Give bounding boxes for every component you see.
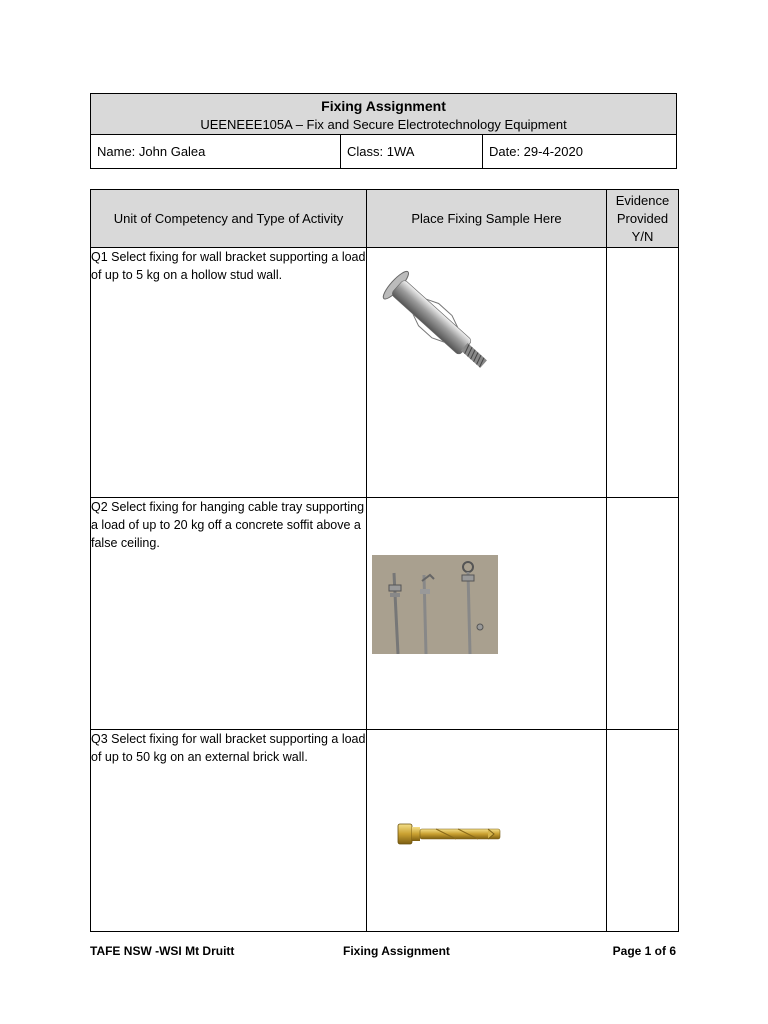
threaded-rod-anchors-image bbox=[372, 555, 498, 654]
evidence-cell-1[interactable] bbox=[607, 248, 679, 498]
header-title-area bbox=[91, 94, 676, 135]
question-cell-1: Q1 Select fixing for wall bracket supporting a load of up to 5 kg on a hollow stud wall. bbox=[91, 248, 367, 498]
document-subtitle: UEENEEE105A – Fix and Secure Electrotechnology Equipment bbox=[200, 117, 567, 132]
header-info-row bbox=[91, 135, 676, 169]
evidence-cell-3[interactable] bbox=[607, 730, 679, 932]
table-row bbox=[91, 730, 679, 932]
column-header-sample: Place Fixing Sample Here bbox=[367, 190, 607, 248]
hollow-wall-anchor-image bbox=[373, 264, 505, 386]
header-block bbox=[90, 93, 677, 169]
assignment-date: Date: 29-4-2020 bbox=[489, 144, 583, 159]
evidence-header-label: Evidence Provided Y/N bbox=[615, 192, 670, 244]
student-class: Class: 1WA bbox=[341, 135, 483, 169]
table-row bbox=[91, 248, 679, 498]
sleeve-anchor-bolt-image bbox=[396, 819, 508, 849]
student-name: Name: John Galea bbox=[91, 135, 341, 169]
question-cell-3: Q3 Select fixing for wall bracket supporting a load of up to 50 kg on an external brick wall. bbox=[91, 730, 367, 932]
evidence-cell-2[interactable] bbox=[607, 498, 679, 730]
question-cell-2: Q2 Select fixing for hanging cable tray supporting a load of up to 20 kg off a concrete soffit above a false ceiling. bbox=[91, 498, 367, 730]
column-header-activity: Unit of Competency and Type of Activity bbox=[91, 190, 367, 248]
document-title: Fixing Assignment bbox=[321, 98, 446, 114]
table-header-row bbox=[91, 190, 679, 248]
table-row bbox=[91, 498, 679, 730]
footer-left: TAFE NSW -WSI Mt Druitt bbox=[90, 944, 235, 958]
footer-center: Fixing Assignment bbox=[343, 944, 450, 958]
assignment-table bbox=[90, 189, 679, 932]
column-header-evidence bbox=[607, 190, 679, 248]
sample-cell-1 bbox=[367, 248, 607, 498]
sample-cell-3 bbox=[367, 730, 607, 932]
footer-page-number: Page 1 of 6 bbox=[612, 944, 676, 958]
sample-cell-2 bbox=[367, 498, 607, 730]
